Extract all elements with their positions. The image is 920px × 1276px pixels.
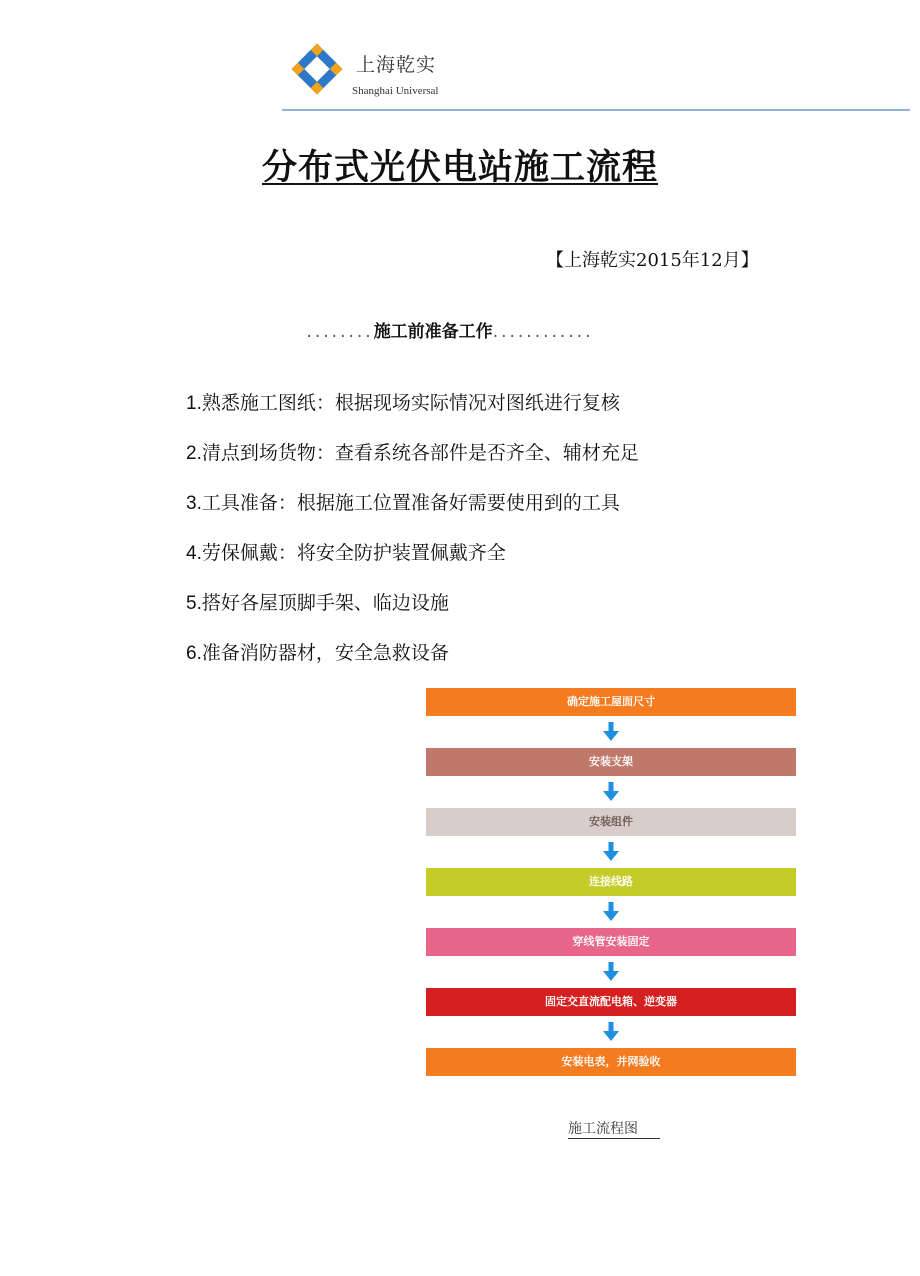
list-item-text: 劳保佩戴：将安全防护装置佩戴齐全 [201, 542, 506, 564]
list-item-text: 准备消防器材，安全急救设备 [201, 642, 449, 664]
list-item-text: 清点到场货物：查看系统各部件是否齐全、辅材充足 [201, 442, 639, 464]
flowchart-caption: 施工流程图 [568, 1121, 638, 1137]
list-item-number: 6. [186, 643, 202, 664]
list-item [186, 390, 639, 440]
down-arrow-icon [426, 896, 796, 928]
caption-underline [568, 1138, 660, 1139]
flow-step: 穿线管安装固定 [426, 928, 796, 956]
down-arrow-icon [426, 776, 796, 808]
flow-step: 固定交直流配电箱、逆变器 [426, 988, 796, 1016]
company-logo [288, 40, 448, 104]
list-item-number: 5. [186, 593, 202, 614]
section-dots-left: ........ [306, 322, 374, 342]
logo-chinese-name: 上海乾实 [356, 54, 437, 76]
page-title [0, 140, 920, 190]
list-item [186, 490, 639, 540]
list-item-number: 4. [186, 543, 202, 564]
list-item-text: 熟悉施工图纸：根据现场实际情况对图纸进行复核 [201, 392, 620, 414]
flow-step: 确定施工屋面尺寸 [426, 688, 796, 716]
down-arrow-icon [426, 716, 796, 748]
header-divider [282, 109, 910, 111]
list-item-number: 3. [186, 493, 202, 514]
flow-step: 安装支架 [426, 748, 796, 776]
down-arrow-icon [426, 956, 796, 988]
logo-mark-icon [288, 40, 346, 98]
document-date: 【上海乾实2015年12月】 [546, 250, 759, 271]
flowchart [426, 688, 796, 1076]
down-arrow-icon [426, 1016, 796, 1048]
list-item-text: 工具准备：根据施工位置准备好需要使用到的工具 [201, 492, 620, 514]
list-item [186, 640, 639, 690]
section-heading-label: 施工前准备工作 [373, 322, 493, 342]
flow-step: 安装电表，并网验收 [426, 1048, 796, 1076]
flow-step: 安装组件 [426, 808, 796, 836]
section-heading [0, 317, 920, 342]
list-item [186, 540, 639, 590]
prep-list [186, 390, 639, 690]
list-item-text: 搭好各屋顶脚手架、临边设施 [201, 592, 449, 614]
down-arrow-icon [426, 836, 796, 868]
list-item-number: 2. [186, 443, 202, 464]
flow-step: 连接线路 [426, 868, 796, 896]
list-item [186, 590, 639, 640]
page-title-text: 分布式光伏电站施工流程 [261, 148, 658, 188]
section-dots-right: ............ [492, 322, 594, 342]
logo-english-name: Shanghai Universal [352, 85, 439, 97]
list-item [186, 440, 639, 490]
list-item-number: 1. [186, 393, 202, 414]
